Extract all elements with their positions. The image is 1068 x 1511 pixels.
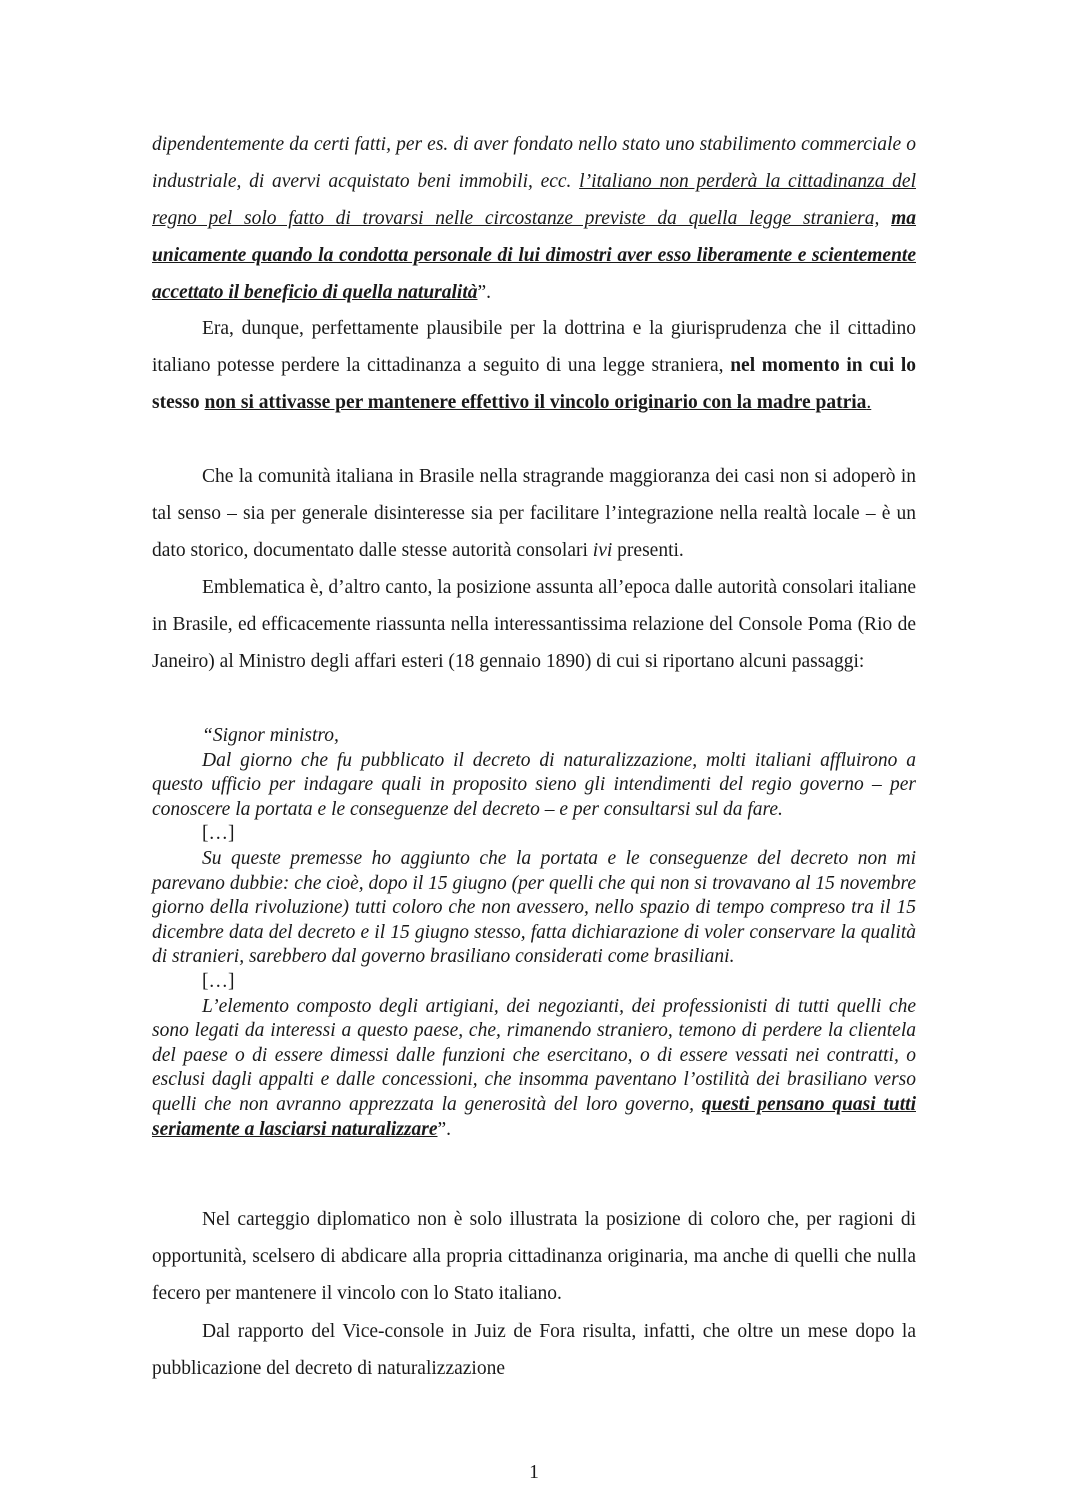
quote-salutation: “Signor ministro, bbox=[202, 725, 339, 746]
plain-text: presenti. bbox=[612, 540, 684, 561]
closing-quote: ”. bbox=[477, 282, 492, 303]
paragraph-text: Nel carteggio diplomatico non è solo illustrata la posizione di coloro che, per ragioni di opportunità, scelsero di abdicare alla propria cittadinanza originaria, ma anche di quelli che nulla fecero per mantenere il vincolo con lo Stato italiano. bbox=[152, 1209, 916, 1304]
paragraph-text bbox=[152, 126, 916, 311]
bold-text: nel momento in cui lo stesso bbox=[152, 355, 916, 413]
paragraph-text: Emblematica è, d’altro canto, la posizione assunta all’epoca dalle autorità consolari italiane in Brasile, ed efficacemente riassunta nella interessantissima relazione del Console Poma (Rio de Janeiro) al Ministro degli affari esteri (18 gennaio 1890) di cui si riportano alcuni passaggi: bbox=[152, 577, 916, 672]
quote-paragraph: Dal giorno che fu pubblicato il decreto di naturalizzazione, molti italiani affluirono a questo ufficio per indagare quali in proposito sieno gli intendimenti del regio governo – per conoscere la portata e le conseguenze del decreto – e per consultarsi sul da fare. bbox=[152, 749, 916, 820]
paragraph-text bbox=[152, 310, 916, 421]
paragraph-community bbox=[152, 458, 916, 569]
paragraph-text: Dal rapporto del Vice-console in Juiz de Fora risulta, infatti, che oltre un mese dopo la pubblicazione del decreto di naturalizzazione bbox=[152, 1321, 916, 1379]
plain-text: Che la comunità italiana in Brasile nella stragrande maggioranza dei casi non si adoperò in tal senso – sia per generale disinteresse sia per facilitare l’integrazione nella realtà locale – è un dato storico, documentato dalle stesse autorità consolari bbox=[152, 466, 916, 561]
closing-quote: ”. bbox=[437, 1118, 452, 1140]
paragraph-continuation bbox=[152, 126, 916, 311]
page-number: 1 bbox=[529, 1462, 539, 1483]
paragraph-diplomatic bbox=[152, 1201, 916, 1312]
quote-ellipsis: […] bbox=[202, 823, 235, 845]
bold-underlined-italic-text: questi pensano quasi tutti seriamente a lasciarsi naturalizzare bbox=[152, 1093, 916, 1140]
quote-paragraph bbox=[152, 995, 916, 1143]
underlined-italic-text: l’italiano non perderà la cittadinanza del regno pel solo fatto di trovarsi nelle circostanze previste da quella legge straniera, bbox=[152, 171, 916, 229]
paragraph-consular-position bbox=[152, 569, 916, 680]
plain-text: Era, dunque, perfettamente plausibile per la dottrina e la giurisprudenza che il cittadino italiano potesse perdere la cittadinanza a seguito di una legge straniera, bbox=[152, 318, 916, 376]
italic-text: ivi bbox=[592, 540, 613, 561]
paragraph-doctrine bbox=[152, 310, 916, 421]
italic-text: dipendentemente da certi fatti, per es. di aver fondato nello stato uno stabilimento commerciale o industriale, di avervi acquistato beni immobili, ecc. bbox=[152, 134, 916, 192]
quote-text: L’elemento composto degli artigiani, dei negozianti, dei professionisti di tutti quelli che sono legati da interessi a questo paese, che, rimanendo straniero, temono di perdere la clientela del paese o di essere dimessi dalle funzioni che esercitano, o di essere vessati nei contratti, o esclusi dagli appalti e dalle concessioni, che insomma paventano l’ostilità dei brasiliano verso quelli che non avranno apprezzata la generosità del loro governo, bbox=[152, 995, 916, 1115]
period-text: . bbox=[866, 392, 872, 413]
quote-paragraph: Su queste premesse ho aggiunto che la portata e le conseguenze del decreto non mi parevano dubbie: che cioè, dopo il 15 giugno (per quelli che qui non si trovavano al 15 novembre giorno della rivoluzione) tutti coloro che non avessero, nello spazio di tempo compreso tra il 15 dicembre data del decreto e il 15 giugno stesso, fatta dichiarazione di voler conservare la qualità di stranieri, sarebbero dal governo brasiliano considerati come brasiliani. bbox=[152, 847, 916, 968]
quote-ellipsis: […] bbox=[202, 970, 235, 992]
spacer-text bbox=[879, 208, 891, 229]
paragraph-vice-consul bbox=[152, 1313, 916, 1387]
block-quote bbox=[152, 724, 916, 1142]
bold-underlined-italic-text: ma unicamente quando la condotta personale di lui dimostri aver esso liberamente e scientemente accettato il beneficio di quella naturalità bbox=[152, 208, 917, 303]
paragraph-text bbox=[152, 458, 916, 569]
bold-underlined-text: non si attivasse per mantenere effettivo il vincolo originario con la madre patria bbox=[204, 392, 867, 413]
